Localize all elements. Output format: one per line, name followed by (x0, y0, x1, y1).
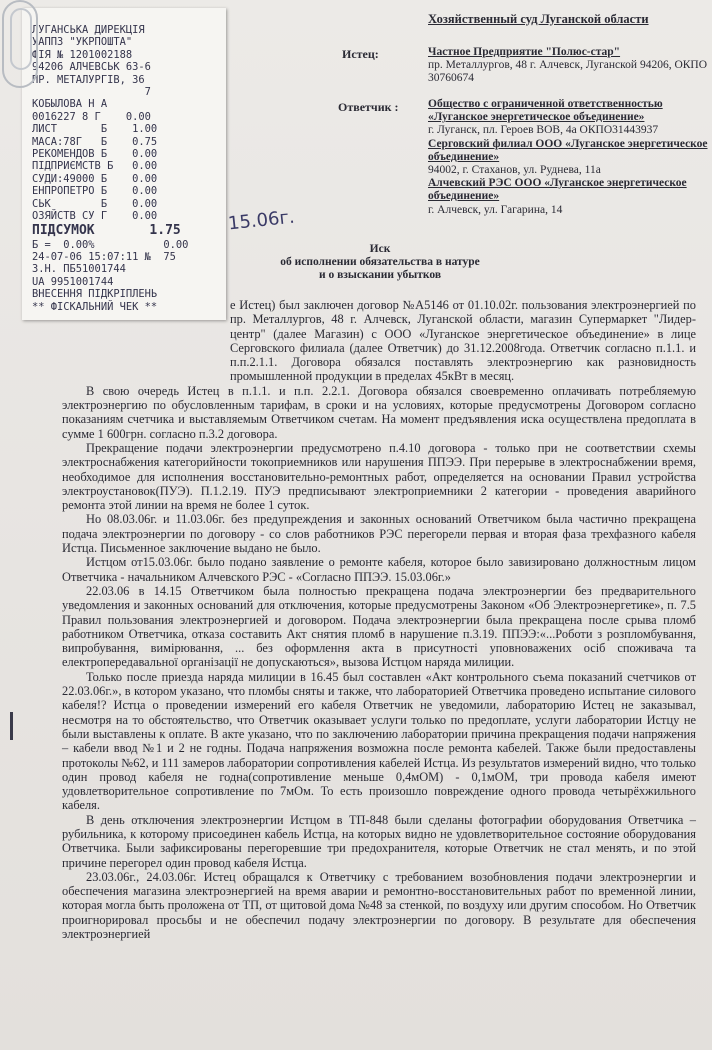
receipt-line: ЛУГАНСЬКА ДИРЕКЦІЯ (32, 24, 145, 36)
document-title (230, 243, 530, 282)
plaintiff-block (428, 46, 710, 86)
receipt-line: ПР. МЕТАЛУРГІВ, 36 (32, 73, 145, 86)
defendant-org2-address: 94002, г. Стаханов, ул. Руднева, 11а (428, 164, 601, 177)
receipt-line: МАСА:78Г Б 0.75 (32, 135, 158, 148)
defendant-org1-name: Общество с ограниченной ответственностью «Луганское энергетическое объединение» (428, 98, 663, 124)
title-line-2: об исполнении обязательства в натуре (280, 256, 480, 268)
receipt-total-label: ПІДСУМОК (32, 222, 95, 238)
receipt-line: СУДИ:49000 Б 0.00 (32, 172, 158, 185)
receipt-vat: Б = 0.00% 0.00 (32, 238, 189, 251)
receipt-fiscal: ** ФІСКАЛЬНИЙ ЧЕК ** (32, 300, 158, 313)
title-line-3: и о взыскании убытков (318, 269, 442, 281)
receipt-line: СЬК Б 0.00 (32, 197, 158, 210)
receipt-line: ЕНПРОПЕТРО Б 0.00 (32, 185, 158, 198)
paragraph: Истцом от15.03.06г. было подано заявление о ремонте кабеля, которое было завизировано должностным лицом Ответчика - начальником Алчевского РЭС - «Согласно ППЭЭ. 15.03.06г.» (62, 555, 696, 584)
paragraph: Только после приезда наряда милиции в 16.45 был составлен «Акт контрольного съема показаний счетчиков от 22.03.06г.», в котором указано, что пломбы сняты и также, что лабораторией Ответчика проведено испытание силового кабеля!? Истца о проведении измерений его кабеля Ответчик не уведомили, лабораторию Истец не заказывал, несмотря на то обстоятельство, что Ответчик оказывает услуги только по предоплате, услуги лаборатории Истцу не были выставлены к оплате. В акте указано, что по заключению лаборатории причина прекращения подачи напряжения – кабели ввод №1 и 2 не годны. Подача напряжения возможна после ремонта кабелей. Также были предоставлены протоколы №62, и 111 замеров лаборатории сопротивления кабелей Истца. Из результатов измерений видно, что только один провод кабеля не годна(сопротивление меньше 0,4мОМ) - 0,1мОМ, три провода кабеля имеют удовлетворительное сопротивление по 7мОм. То есть произошло повреждение одного провода четырёхжильного кабеля. (62, 669, 696, 813)
paragraph: 22.03.06 в 14.15 Ответчиком была полностью прекращена подача электроэнергии без предварительного уведомления и законных оснований для отключения, которые предусмотрены Законом «Об Электроэнергетике», п. 7.5 Правил пользования электроэнергией и договором. Подача электроэнергии была прекращена после срыва пломб работником Ответчика, отказа составить Акт снятия пломб в нарушение п.3.19. ППЭЭ:«...Роботи з розпломбування, випробування, вимірювання, ... без оформлення акта в присутності уповноважених осіб споживача та електропередавальної організації не допускаються», вызова Истцом наряда милиции. (62, 583, 696, 670)
defendant-org3-address: г. Алчевск, ул. Гагарина, 14 (428, 203, 563, 216)
handwritten-date: 15.06г. (227, 206, 296, 235)
defendant-label: Ответчик : (338, 100, 399, 114)
receipt-line: 7 (32, 86, 151, 99)
plaintiff-address: пр. Металлургов, 48 г. Алчевск, Луганской 94206, ОКПО 30760674 (428, 59, 708, 85)
postal-receipt (22, 8, 226, 320)
defendant-org3-name: Алчевский РЭС ООО «Луганское энергетическое объединение» (428, 177, 687, 203)
defendant-org1-address: г. Луганск, пл. Героев ВОВ, 4а ОКПО31443937 (428, 124, 659, 137)
paragraph: Но 08.03.06г. и 11.03.06г. без предупреждения и законных оснований Ответчиком была частично прекращена подача электроэнергии по договору - со слов работников РЭС перегорели первая и вторая фаза трехфазного кабеля Истца. Письменное заключение выдано не было. (62, 512, 696, 556)
receipt-line: ЛИСТ Б 1.00 (32, 123, 158, 136)
receipt-line: ПІДПРИЄМСТВ Б 0.00 (32, 160, 158, 173)
paragraph: В день отключения электроэнергии Истцом в ТП-848 были сделаны фотографии оборудования Ответчика – рубильника, к которому присоединен кабель Истца, на которых видно не удовлетворительное состояние оборудования Ответчика. Были зафиксированы перегоревшие три предохранителя, которые Ответчик не стал менять, и по этой причине перегорел один провод кабеля Истца. (62, 812, 696, 870)
receipt-line: 0016227 8 Г 0.00 (32, 110, 151, 123)
receipt-zn: З.Н. ПБ51001744 (32, 263, 126, 276)
receipt-line: КОБЫЛОВА Н А (32, 98, 108, 111)
receipt-date: 24-07-06 15:07:11 № 75 (32, 250, 176, 263)
receipt-line: ОЗЯЙСТВ СУ Г 0.00 (32, 210, 158, 223)
paragraph: Прекращение подачи электроэнергии предусмотрено п.4.10 договора - только при не соответствии схемы электроснабжения категорийности токоприемников или нарушения ППЭЭ. При перерыве в электроснабжении время, необходимое для исполнения восстановительно-ремонтных работ, определяется на основании Правил устройства электроустановок(ПУЭ). П.1.2.19. ПУЭ предписывают электроприемники 2 категории - проведения аварийного ремонта этой линии на время не более 1 суток. (62, 440, 696, 513)
plaintiff-label: Истец: (342, 47, 379, 61)
defendant-block (428, 98, 710, 217)
title-line-1: Иск (369, 243, 391, 255)
receipt-line: ФІЯ № 1201002188 (32, 48, 133, 61)
receipt-deposit: ВНЕСЕННЯ ПІДКРІПЛЕНЬ (32, 288, 158, 301)
paragraph: В свою очередь Истец в п.1.1. и п.п. 2.2.1. Договора обязался своевременно оплачивать потребляемую электроэнергию по обусловленным тарифам, в сроки и на условиях, которые предусмотрены Договором согласно показаниям счетчика и выставляемым Ответчиком счетам. На момент предъявления иска осуществлена предоплата в сумме 1 600грн. согласно п.3.2 договора. (62, 383, 696, 441)
margin-mark (10, 712, 13, 740)
paperclip-inner-icon (10, 8, 32, 70)
defendant-org2-name: Серговский филиал ООО «Луганское энергетическое объединение» (428, 137, 708, 163)
receipt-line: УАППЗ "УКРПОШТА" (32, 36, 133, 49)
receipt-ua: UA 9951001744 (32, 275, 114, 288)
receipt-line: 94206 АЛЧЕВСЬК 63-6 (32, 61, 151, 74)
plaintiff-name: Частное Предприятие "Полюс-стар" (428, 46, 621, 58)
document-body (62, 298, 696, 941)
paragraph: е Истец) был заключен договор №А5146 от 01.10.02г. пользования электроэнергией по пр. Металлургов, 48 г. Алчевск, Луганской области, магазин Супермаркет "Лидер-центр" (далее Магазин) с ООО «Луганское энергетическое объединение» в лице Серговского филиала (далее Ответчик) до 31.12.2008года. Ответчик согласно п.1.1. и п.п.2.1.1. Договора обязался поставлять электроэнергию как разновидность промышленной продукции в пределах 45кВт в месяц. (230, 298, 696, 384)
paragraph: 23.03.06г., 24.03.06г. Истец обращался к Ответчику с требованием возобновления подачи электроэнергии и обеспечения магазина электроэнергией на время аварии и ремонтно-восстановительных работ по временной линии, которая могла быть проложена от ТП, от щитовой дома №48 за стенкой, по воздуху или другим способом. Но Ответчик проигнорировал просьбы и не обеспечил подачу электроэнергии по договору. В результате для обеспечения электроэнергией (62, 869, 696, 942)
receipt-total-value: 1.75 (149, 222, 181, 238)
receipt-total (32, 223, 218, 239)
receipt-line: РЕКОМЕНДОВ Б 0.00 (32, 148, 158, 161)
court-name: Хозяйственный суд Луганской области (428, 12, 649, 26)
